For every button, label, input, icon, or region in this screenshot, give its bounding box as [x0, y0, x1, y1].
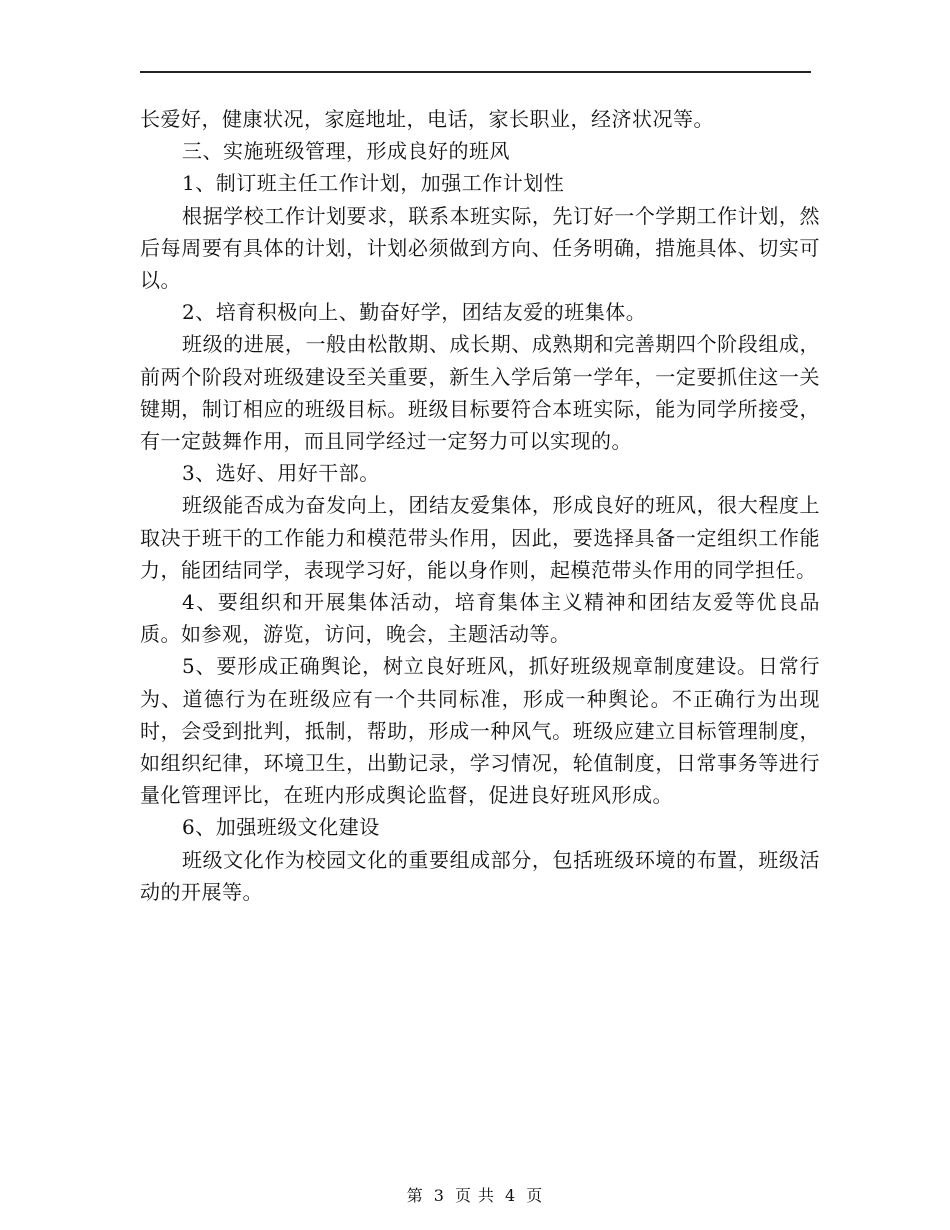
subheading: 5、要形成正确舆论，树立良好班风，抓好班级规章制度建设。日常行为、道德行为在班级应有一个共同标准，形成一种舆论。不正确行为出现时，会受到批判，抵制，帮助，形成一种风气。班级应建立目标管理制度，如组织纪律，环境卫生，出勤记录，学习情况，轮值制度，日常事务等进行量化管理评比，在班内形成舆论监督，促进良好班风形成。: [140, 654, 820, 808]
subheading: 1、制订班主任工作计划，加强工作计划性: [182, 171, 565, 196]
footer-middle: 页 共: [454, 1186, 496, 1205]
section-heading: 三、实施班级管理，形成良好的班风: [182, 139, 510, 164]
document-body: [140, 103, 820, 908]
header-rule: [140, 71, 811, 73]
footer-prefix: 第: [406, 1186, 424, 1205]
footer-suffix: 页: [526, 1186, 544, 1205]
subheading: 2、培育积极向上、勤奋好学，团结友爱的班集体。: [182, 300, 647, 325]
subheading: 4、要组织和开展集体活动，培育集体主义精神和团结友爱等优良品质。如参观，游览，访问，晚会，主题活动等。: [140, 590, 820, 647]
paragraph: 根据学校工作计划要求，联系本班实际，先订好一个学期工作计划，然后每周要有具体的计划，计划必须做到方向、任务明确，措施具体、切实可以。: [140, 203, 820, 293]
paragraph: 长爱好，健康状况，家庭地址，电话，家长职业，经济状况等。: [140, 107, 714, 131]
paragraph: 班级文化作为校园文化的重要组成部分，包括班级环境的布置，班级活动的开展等。: [140, 847, 820, 904]
paragraph: 班级能否成为奋发向上，团结友爱集体，形成良好的班风，很大程度上取决于班干的工作能力和模范带头作用，因此，要选择具备一定组织工作能力，能团结同学，表现学习好，能以身作则，起模范带头作用的同学担任。: [140, 493, 820, 582]
subheading: 3、选好、用好干部。: [182, 461, 380, 486]
footer-total-pages: 4: [505, 1186, 517, 1205]
footer-current-page: 3: [433, 1186, 445, 1205]
page-footer: [0, 1183, 950, 1206]
paragraph: 班级的进展，一般由松散期、成长期、成熟期和完善期四个阶段组成，前两个阶段对班级建设至关重要，新生入学后第一学年，一定要抓住这一关键期，制订相应的班级目标。班级目标要符合本班实际，能为同学所接受，有一定鼓舞作用，而且同学经过一定努力可以实现的。: [140, 332, 820, 454]
subheading: 6、加强班级文化建设: [182, 815, 380, 840]
